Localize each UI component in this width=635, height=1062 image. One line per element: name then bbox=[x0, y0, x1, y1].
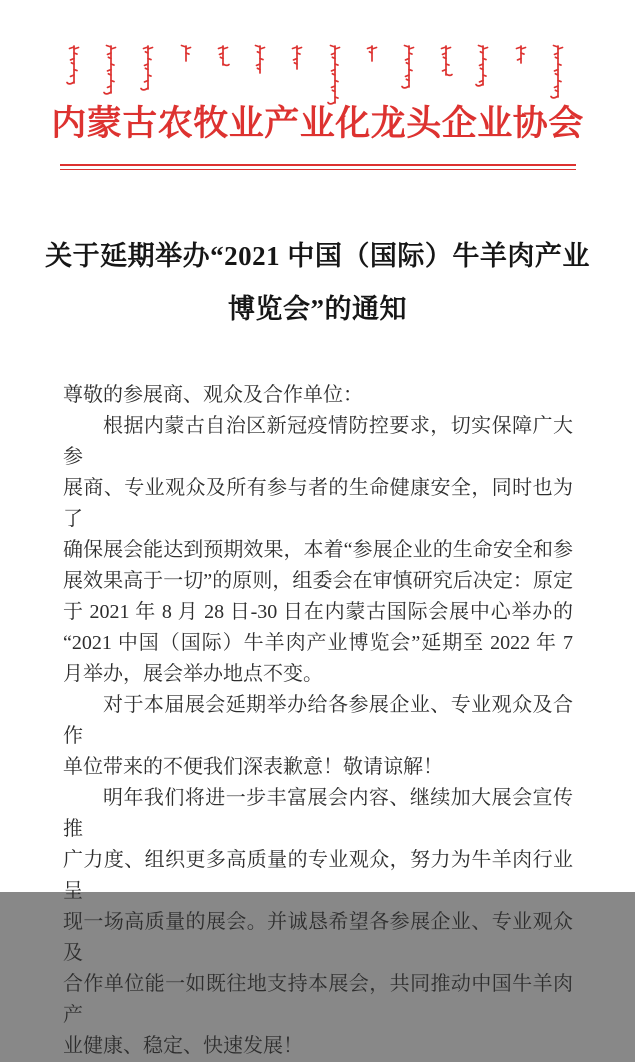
mongolian-word-glyph bbox=[178, 42, 194, 64]
body-line: 展效果高于一切”的原则，组委会在审慎研究后决定：原定 bbox=[63, 570, 573, 592]
document-title bbox=[0, 230, 635, 336]
mongolian-word-glyph bbox=[66, 42, 82, 86]
mongolian-word-glyph bbox=[103, 42, 119, 96]
mongolian-word-glyph bbox=[327, 42, 343, 106]
body-line: 广力度、组织更多高质量的专业观众，努力为牛羊肉行业呈 bbox=[63, 849, 573, 902]
letterhead-double-rule bbox=[60, 164, 576, 170]
body-line: 展商、专业观众及所有参与者的生命健康安全，同时也为了 bbox=[63, 477, 573, 530]
body-line: 根据内蒙古自治区新冠疫情防控要求，切实保障广大参 bbox=[63, 415, 573, 468]
mongolian-word-glyph bbox=[438, 42, 454, 78]
body-lines bbox=[63, 380, 573, 1062]
body-line: 现一场高质量的展会。并诚恳希望各参展企业、专业观众及 bbox=[63, 911, 573, 964]
body-text bbox=[63, 380, 573, 1062]
body-line: 合作单位能一如既往地支持本展会，共同推动中国牛羊肉产 bbox=[63, 973, 573, 1026]
mongolian-word-glyph bbox=[401, 42, 417, 90]
body-line: “2021 中国（国际）牛羊肉产业博览会”延期至 2022 年 7 bbox=[63, 632, 573, 654]
mongolian-script-row bbox=[66, 42, 566, 104]
body-line: 业健康、稳定、快速发展！ bbox=[63, 1035, 303, 1057]
body-line: 明年我们将进一步丰富展会内容、继续加大展会宣传推 bbox=[63, 787, 573, 840]
mongolian-word-glyph bbox=[140, 42, 156, 92]
document-title-line1: 关于延期举办“2021 中国（国际）牛羊肉产业 bbox=[45, 241, 590, 271]
mongolian-word-glyph bbox=[475, 42, 491, 88]
mongolian-word-glyph bbox=[550, 42, 566, 100]
body-line: 确保展会能达到预期效果，本着“参展企业的生命安全和参 bbox=[63, 539, 573, 561]
mongolian-word-glyph bbox=[215, 42, 231, 68]
body-line: 单位带来的不便我们深表歉意！敬请谅解！ bbox=[63, 756, 443, 778]
body-line: 于 2021 年 8 月 28 日-30 日在内蒙古国际会展中心举办的 bbox=[63, 601, 573, 623]
mongolian-word-glyph bbox=[289, 42, 305, 72]
body-line: 月举办，展会举办地点不变。 bbox=[63, 663, 323, 685]
body-line: 对于本届展会延期举办给各参展企业、专业观众及合作 bbox=[63, 694, 573, 747]
body-line: 尊敬的参展商、观众及合作单位： bbox=[63, 384, 363, 406]
mongolian-word-glyph bbox=[364, 42, 380, 64]
mongolian-word-glyph bbox=[513, 42, 529, 66]
document-title-line2: 博览会”的通知 bbox=[228, 294, 407, 324]
organization-name: 内蒙古农牧业产业化龙头企业协会 bbox=[51, 104, 584, 143]
mongolian-word-glyph bbox=[252, 42, 268, 76]
